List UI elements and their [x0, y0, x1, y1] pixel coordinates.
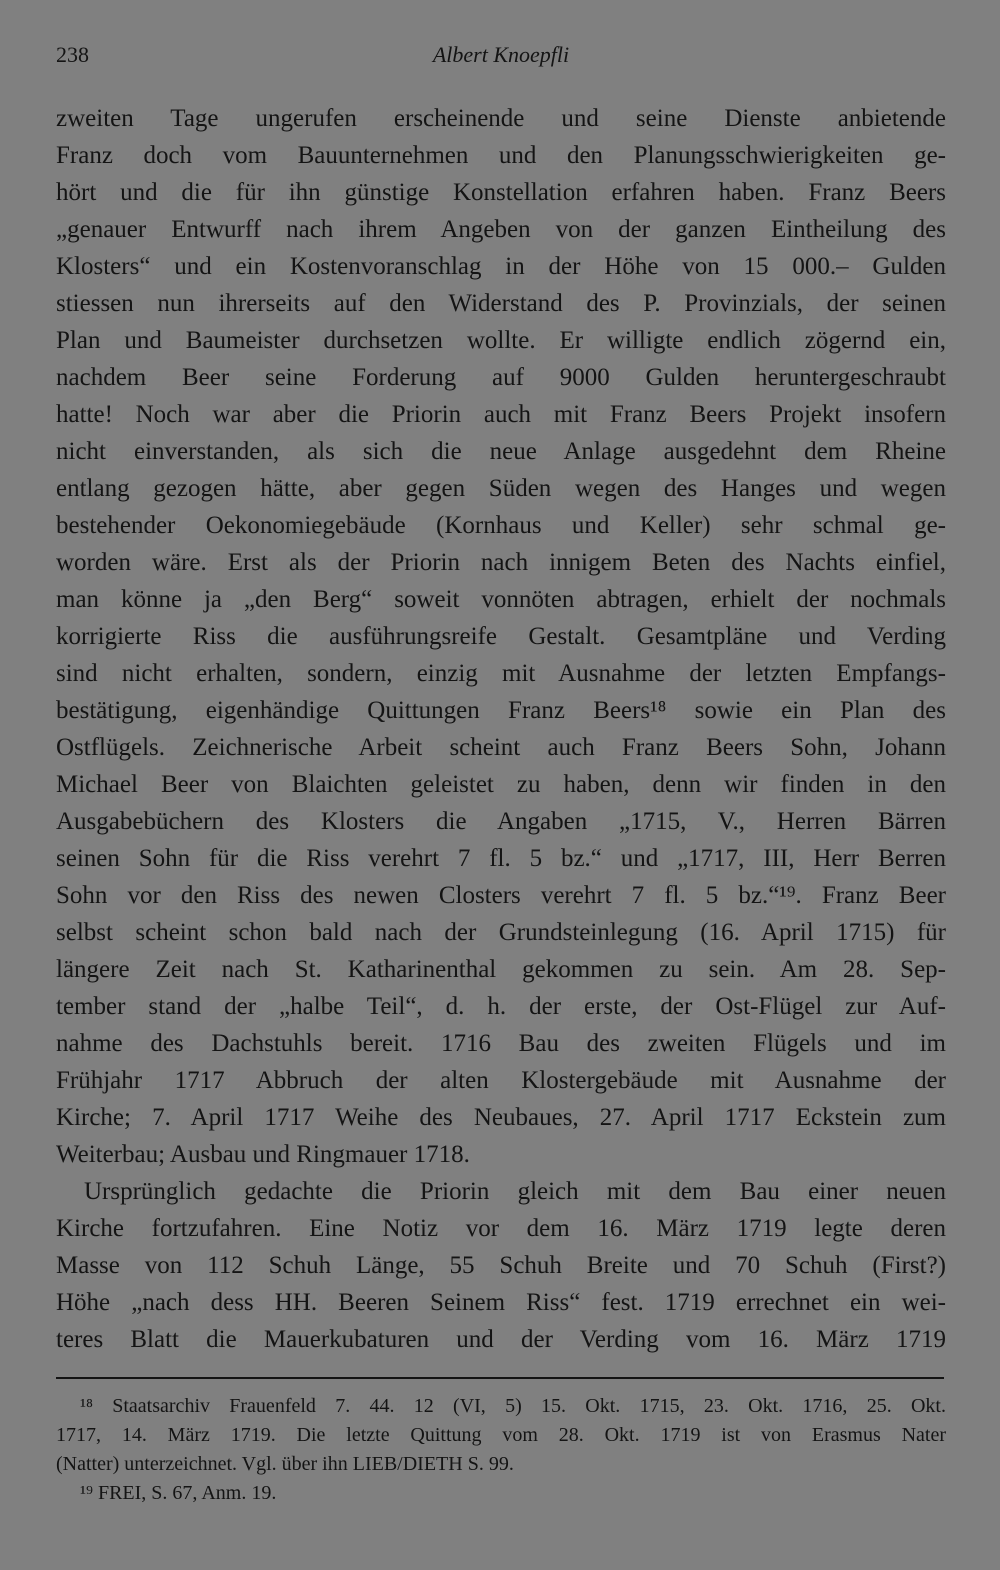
text-line: teres Blatt die Mauerkubaturen und der Verding vom 16. März 1719 — [56, 1326, 946, 1353]
text-line: Ostflügels. Zeichnerische Arbeit scheint auch Franz Beers Sohn, Johann — [56, 734, 946, 761]
body-text — [56, 100, 946, 1358]
text-line: Ausgabebüchern des Klosters die Angaben „1715, V., Herren Bärren — [56, 808, 946, 835]
page-header — [56, 42, 946, 72]
text-line: „genauer Entwurff nach ihrem Angeben von der ganzen Eintheilung des — [56, 216, 946, 243]
text-line: hatte! Noch war aber die Priorin auch mit Franz Beers Projekt insofern — [56, 401, 946, 428]
text-line: Sohn vor den Riss des newen Closters verehrt 7 fl. 5 bz.“¹⁹. Franz Beer — [56, 882, 946, 909]
text-line: Höhe „nach dess HH. Beeren Seinem Riss“ fest. 1719 errechnet ein wei- — [56, 1289, 946, 1316]
text-line: Kirche; 7. April 1717 Weihe des Neubaues, 27. April 1717 Eckstein zum — [56, 1104, 946, 1131]
text-line: Masse von 112 Schuh Länge, 55 Schuh Breite und 70 Schuh (First?) — [56, 1252, 946, 1279]
text-line: Plan und Baumeister durchsetzen wollte. Er willigte endlich zögernd ein, — [56, 327, 946, 354]
text-line: bestehender Oekonomiegebäude (Kornhaus und Keller) sehr schmal ge- — [56, 512, 946, 539]
text-line: entlang gezogen hätte, aber gegen Süden wegen des Hanges und wegen — [56, 475, 946, 502]
text-line: Michael Beer von Blaichten geleistet zu haben, denn wir finden in den — [56, 771, 946, 798]
footnotes — [56, 1392, 946, 1508]
text-line: nicht einverstanden, als sich die neue Anlage ausgedehnt dem Rheine — [56, 438, 946, 465]
text-line: Kirche fortzufahren. Eine Notiz vor dem 16. März 1719 legte deren — [56, 1215, 946, 1242]
text-line: seinen Sohn für die Riss verehrt 7 fl. 5 bz.“ und „1717, III, Herr Berren — [56, 845, 946, 872]
text-line: korrigierte Riss die ausführungsreife Gestalt. Gesamtpläne und Verding — [56, 623, 946, 650]
footnote-divider — [56, 1377, 944, 1379]
text-line: Franz doch vom Bauunternehmen und den Planungsschwierigkeiten ge- — [56, 142, 946, 169]
text-line: längere Zeit nach St. Katharinenthal gekommen zu sein. Am 28. Sep- — [56, 956, 946, 983]
footnote-line: 1717, 14. März 1719. Die letzte Quittung vom 28. Okt. 1719 ist von Erasmus Nater — [56, 1424, 946, 1446]
text-line: Ursprünglich gedachte die Priorin gleich mit dem Bau einer neuen — [84, 1178, 946, 1205]
text-line: Klosters“ und ein Kostenvoranschlag in der Höhe von 15 000.– Gulden — [56, 253, 946, 280]
text-line: worden wäre. Erst als der Priorin nach innigem Beten des Nachts einfiel, — [56, 549, 946, 576]
text-line: stiessen nun ihrerseits auf den Widerstand des P. Provinzials, der seinen — [56, 290, 946, 317]
text-line: bestätigung, eigenhändige Quittungen Franz Beers¹⁸ sowie ein Plan des — [56, 697, 946, 724]
text-line: sind nicht erhalten, sondern, einzig mit Ausnahme der letzten Empfangs- — [56, 660, 946, 687]
footnote-line: ¹⁸ Staatsarchiv Frauenfeld 7. 44. 12 (VI, 5) 15. Okt. 1715, 23. Okt. 1716, 25. Okt. — [80, 1395, 946, 1417]
footnote-line: ¹⁹ FREI, S. 67, Anm. 19. — [80, 1482, 277, 1504]
footnote-line: (Natter) unterzeichnet. Vgl. über ihn LIEB/DIETH S. 99. — [56, 1453, 514, 1475]
text-line: nachdem Beer seine Forderung auf 9000 Gulden heruntergeschraubt — [56, 364, 946, 391]
running-head: Albert Knoepfli — [432, 42, 570, 67]
text-line: Frühjahr 1717 Abbruch der alten Klostergebäude mit Ausnahme der — [56, 1067, 946, 1094]
text-line: zweiten Tage ungerufen erscheinende und seine Dienste anbietende — [56, 105, 946, 132]
page-number: 238 — [56, 42, 89, 67]
text-line: hört und die für ihn günstige Konstellation erfahren haben. Franz Beers — [56, 179, 946, 206]
text-line: tember stand der „halbe Teil“, d. h. der erste, der Ost-Flügel zur Auf- — [56, 993, 946, 1020]
text-line: man könne ja „den Berg“ soweit vonnöten abtragen, erhielt der nochmals — [56, 586, 946, 613]
text-line: Weiterbau; Ausbau und Ringmauer 1718. — [56, 1141, 470, 1168]
text-line: nahme des Dachstuhls bereit. 1716 Bau des zweiten Flügels und im — [56, 1030, 946, 1057]
text-line: selbst scheint schon bald nach der Grundsteinlegung (16. April 1715) für — [56, 919, 946, 946]
